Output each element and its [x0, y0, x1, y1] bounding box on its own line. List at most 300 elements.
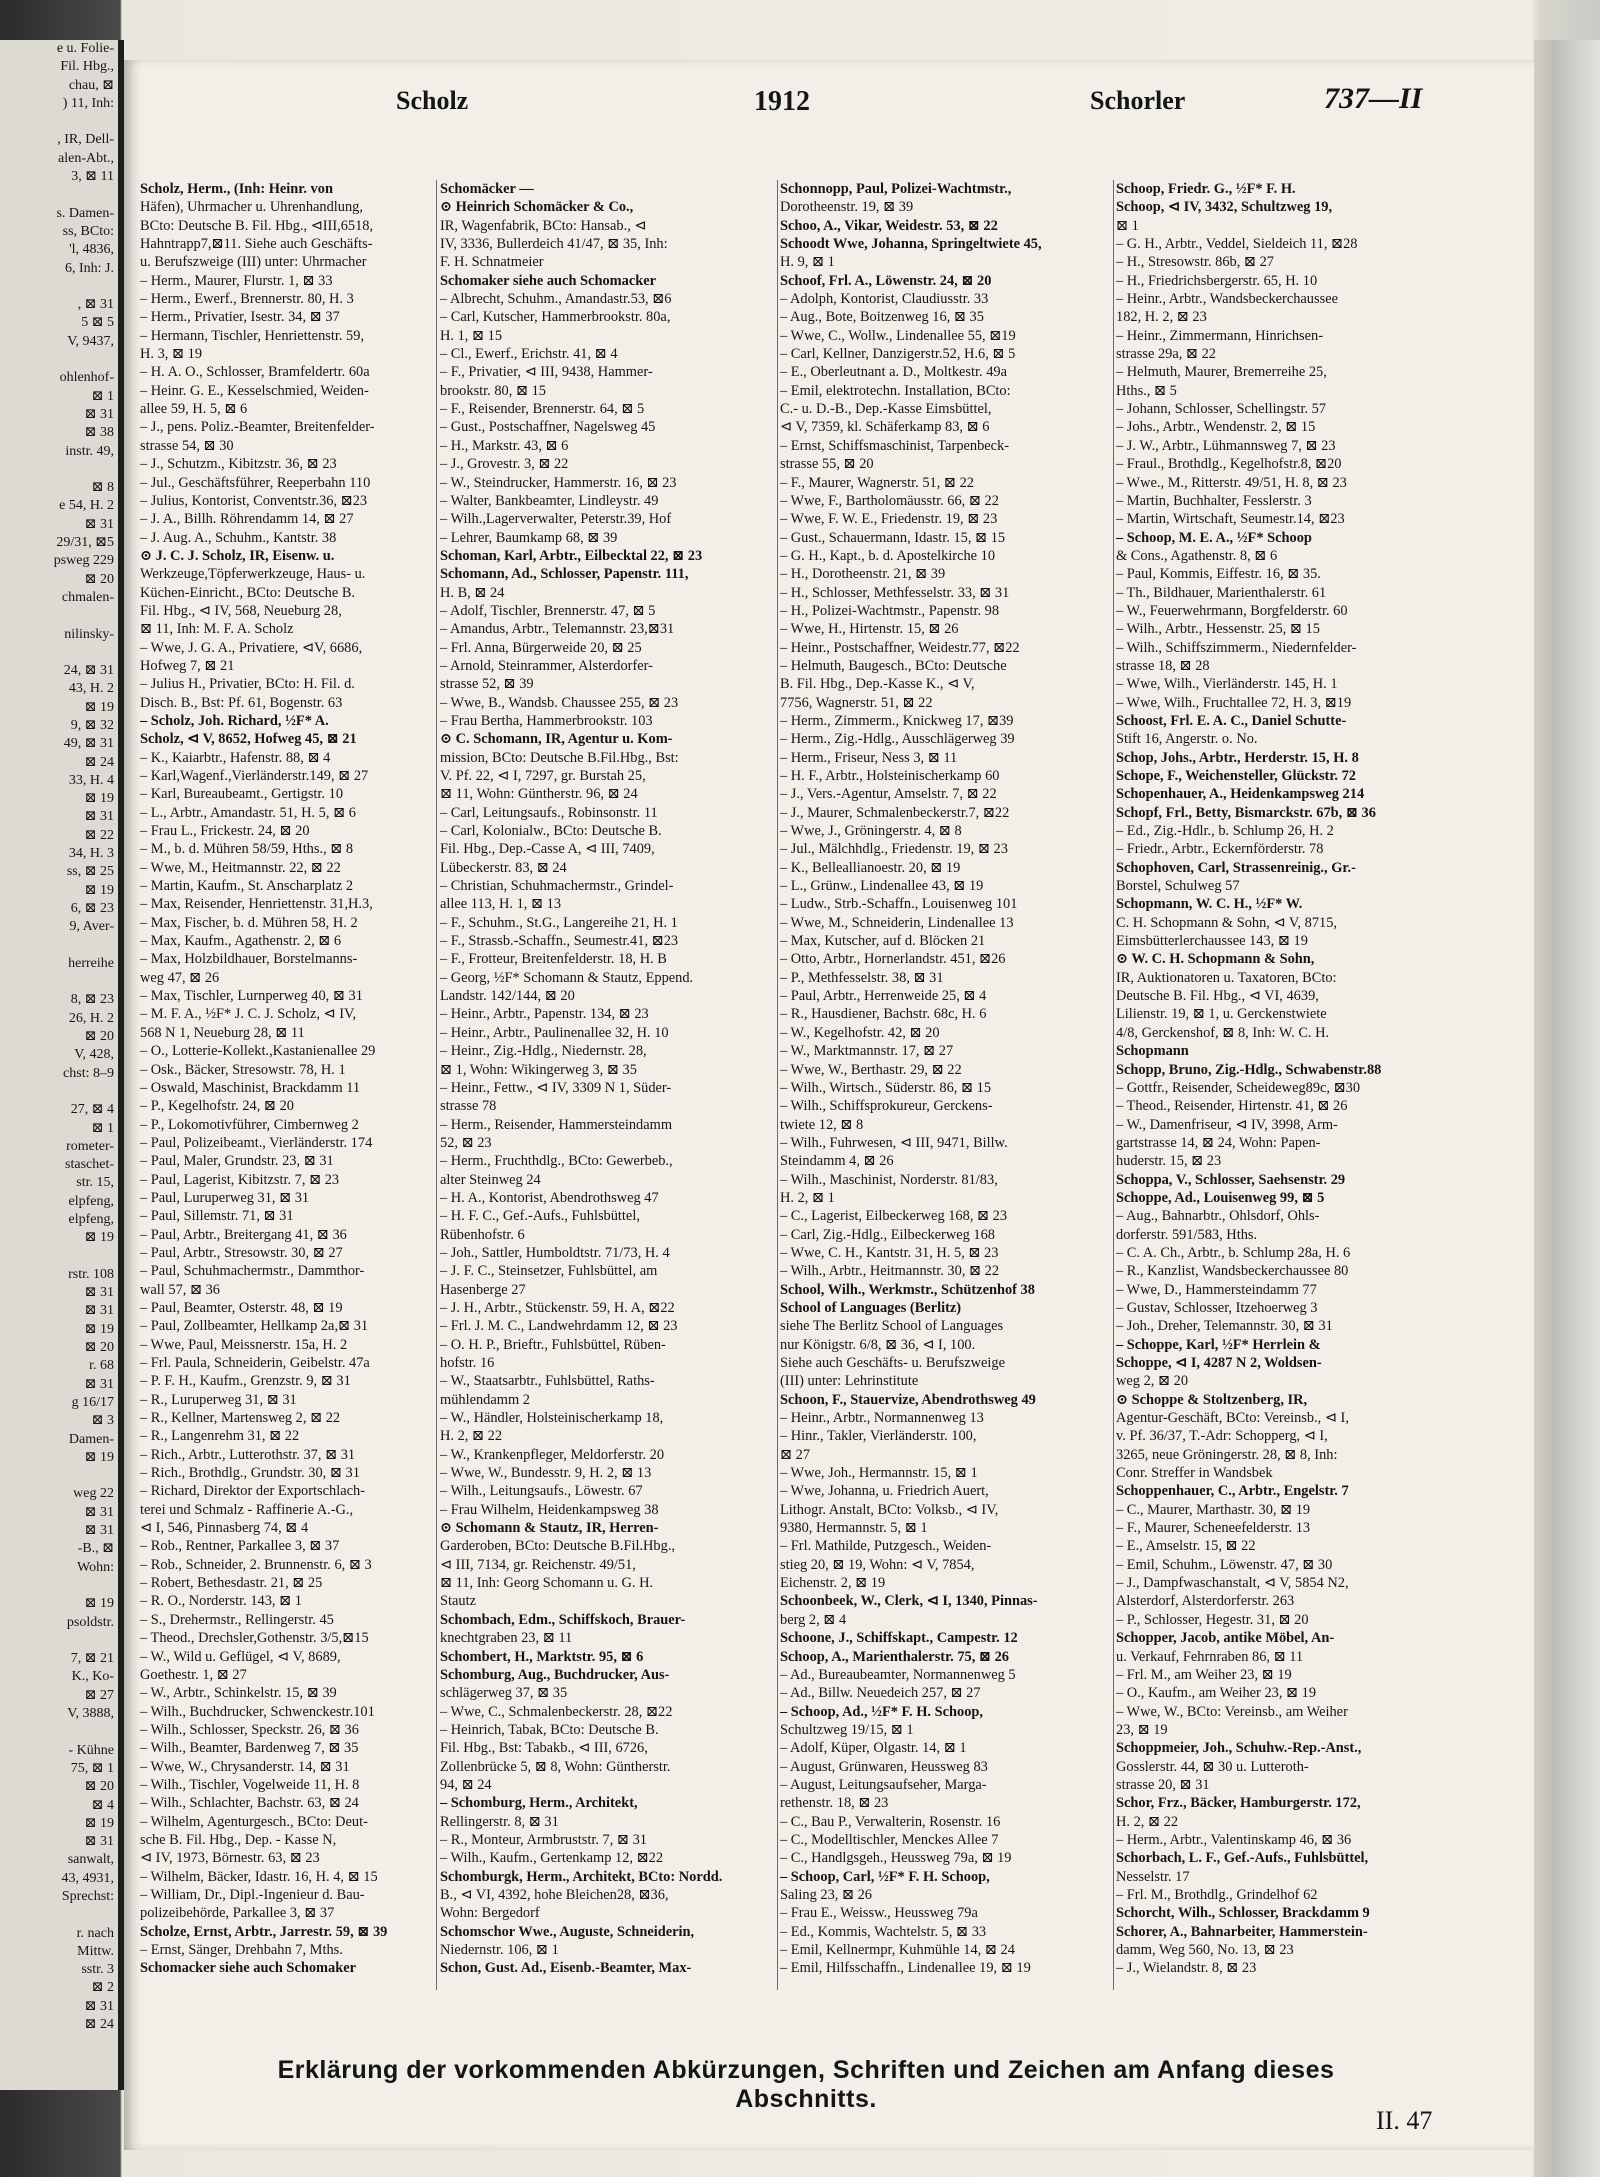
directory-entry-line: – Wilh., Maschinist, Norderstr. 81/83, [780, 1171, 998, 1188]
directory-entry-line: dorferstr. 591/583, Hths. [1116, 1226, 1258, 1243]
directory-entry-line: Schomburg, Aug., Buchdrucker, Aus- [440, 1666, 670, 1683]
previous-page-line: ) 11, Inh: [62, 95, 114, 111]
previous-page-line: alen-Abt., [58, 150, 114, 166]
previous-page-line [0, 113, 118, 131]
directory-entry-line: – J. A., Billh. Röhrendamm 14, ⊠ 27 [140, 511, 354, 528]
directory-entry-line: Schopp, Bruno, Zig.-Hdlg., Schwabenstr.88 [1116, 1061, 1382, 1078]
directory-entry-line: – J., Schutzm., Kibitzstr. 36, ⊠ 23 [140, 456, 337, 473]
directory-entry-line: Scholz, ⊲ V, 8652, Hofweg 45, ⊠ 21 [140, 731, 357, 748]
previous-page-line: - Kühne [68, 1742, 114, 1758]
previous-page-line: 5 ⊠ 5 [81, 315, 114, 331]
directory-entry-line: – H., Markstr. 43, ⊠ 6 [440, 437, 569, 454]
directory-entry-line: – Herm., Zimmerm., Knickweg 17, ⊠39 [780, 712, 1014, 729]
directory-entry-line: Schoppmeier, Joh., Schuhw.-Rep.-Anst., [1116, 1740, 1362, 1757]
directory-entry-line: Schopf, Frl., Betty, Bismarckstr. 67b, ⊠ 36 [1116, 804, 1376, 821]
previous-page-line: Mittw. [77, 1943, 114, 1959]
directory-entry-line: – Wwe, Wilh., Vierländerstr. 145, H. 1 [1116, 676, 1338, 693]
directory-entry-line: – Max, Kaufm., Agathenstr. 2, ⊠ 6 [140, 933, 342, 950]
directory-entry-line: H. B, ⊠ 24 [440, 584, 505, 601]
directory-entry-line: Eichenstr. 2, ⊠ 19 [780, 1575, 886, 1592]
directory-entry-line: – Martin, Buchhalter, Fesslerstr. 3 [1116, 492, 1312, 509]
directory-entry-line: – Johann, Schlosser, Schellingstr. 57 [1116, 401, 1327, 418]
directory-entry-line: strasse 78 [440, 1098, 497, 1115]
directory-entry-line: – Paul, Arbtr., Herrenweide 25, ⊠ 4 [780, 988, 987, 1005]
directory-entry-line: ⊙ Heinrich Schomäcker & Co., [440, 199, 634, 216]
previous-page-line: ⊠ 19 [84, 1321, 114, 1337]
directory-entry-line: strasse 20, ⊠ 31 [1116, 1776, 1210, 1793]
directory-entry-line: – C. A. Ch., Arbtr., b. Schlump 28a, H. 6 [1116, 1244, 1351, 1261]
directory-entry-line: – C., Maurer, Marthastr. 30, ⊠ 19 [1116, 1501, 1311, 1518]
directory-entry-line: 3265, neue Gröningerstr. 28, ⊠ 8, Inh: [1116, 1446, 1338, 1463]
directory-entry-line: – Ernst, Sänger, Drehbahn 7, Mths. [140, 1942, 343, 1958]
directory-entry-line: Scholze, Ernst, Arbtr., Jarrestr. 59, ⊠ 39 [140, 1923, 388, 1940]
directory-entry-line: – Wilh., Arbtr., Hessenstr. 25, ⊠ 15 [1116, 621, 1320, 638]
directory-entry-line: stieg 20, ⊠ 19, Wohn: ⊲ V, 7854, [780, 1556, 975, 1573]
directory-entry-line: – H. A. O., Schlosser, Bramfeldertr. 60a [140, 364, 370, 381]
directory-entry-line: – Herm., Maurer, Flurstr. 1, ⊠ 33 [140, 272, 333, 289]
directory-entry-line: – Jul., Geschäftsführer, Reeperbahn 110 [140, 474, 371, 491]
directory-entry-line: – Rob., Rentner, Parkallee 3, ⊠ 37 [140, 1538, 340, 1555]
directory-entry-line: – Ernst, Schiffsmaschinist, Tarpenbeck- [780, 437, 1010, 454]
directory-entry-line: ⊙ Schomann & Stautz, IR, Herren- [440, 1520, 659, 1537]
directory-entry-line: IV, 3336, Bullerdeich 41/47, ⊠ 35, Inh: [440, 236, 668, 253]
directory-entry-line: – Th., Bildhauer, Marienthalerstr. 61 [1116, 584, 1327, 601]
directory-entry-line: B., ⊲ VI, 4392, hohe Bleichen28, ⊠36, [440, 1886, 669, 1903]
directory-entry-line: School of Languages (Berlitz) [780, 1299, 962, 1316]
previous-page-line: ⊠ 2 [91, 1980, 114, 1996]
directory-entry-line: – Arnold, Steinrammer, Alsterdorfer- [440, 657, 653, 674]
directory-entry-line: Rellingerstr. 8, ⊠ 31 [440, 1813, 559, 1830]
previous-page-line: V, 3888, [67, 1706, 114, 1722]
directory-entry-line: strasse 52, ⊠ 39 [440, 676, 534, 693]
directory-entry-line: – Frau L., Frickestr. 24, ⊠ 20 [140, 823, 310, 840]
previous-page-line: chst: 8–9 [63, 1065, 114, 1081]
previous-page-line: elpfeng, [68, 1193, 114, 1209]
previous-page-line: ⊠ 31 [84, 1834, 114, 1850]
directory-entry-line: – G. H., Kapt., b. d. Apostelkirche 10 [780, 547, 996, 564]
directory-entry-line: – Joh., Dreher, Telemannstr. 30, ⊠ 31 [1116, 1318, 1333, 1335]
directory-entry-line: – Wwe, J. G. A., Privatiere, ⊲V, 6686, [140, 639, 363, 656]
directory-entry-line: 23, ⊠ 19 [1116, 1721, 1168, 1738]
directory-entry-line: – R., Luruperweg 31, ⊠ 31 [140, 1391, 297, 1408]
previous-page-line: , ⊠ 31 [77, 297, 114, 313]
directory-entry-line: 4/8, Gerckenshof, ⊠ 8, Inh: W. C. H. [1116, 1024, 1330, 1041]
directory-entry-line: 52, ⊠ 23 [440, 1134, 492, 1151]
directory-entry-line: allee 59, H. 5, ⊠ 6 [140, 401, 248, 418]
directory-entry-line: – F., Frotteur, Breitenfelderstr. 18, H. B [440, 951, 667, 968]
directory-entry-line: Schoof, Frl. A., Löwenstr. 24, ⊠ 20 [780, 272, 992, 289]
directory-entry-line: – Wilh., Buchdrucker, Schwenckestr.101 [140, 1703, 375, 1720]
directory-entry-line: – Aug., Bote, Boitzenweg 16, ⊠ 35 [780, 309, 984, 326]
previous-page-line: 3, ⊠ 11 [71, 169, 114, 185]
directory-entry-line: – Wilh., Schlosser, Speckstr. 26, ⊠ 36 [140, 1721, 359, 1738]
directory-entry-line: – H., Friedrichsbergerstr. 65, H. 10 [1116, 272, 1318, 289]
directory-entry-line: Schoppe, Ad., Louisenweg 99, ⊠ 5 [1116, 1189, 1325, 1206]
directory-entry-line: strasse 55, ⊠ 20 [780, 456, 874, 473]
directory-entry-line: H. 2, ⊠ 1 [780, 1189, 835, 1206]
previous-page-fragment [0, 40, 124, 2090]
directory-entry-line: Rübenhofstr. 6 [440, 1226, 525, 1243]
directory-entry-line: Hths., ⊠ 5 [1116, 382, 1177, 399]
directory-entry-line: – Max, Tischler, Lurnperweg 40, ⊠ 31 [140, 988, 363, 1005]
directory-entry-line: – O., Lotterie-Kollekt.,Kastanienallee 29 [140, 1043, 376, 1060]
directory-entry-line: – Wilh., Arbtr., Heitmannstr. 30, ⊠ 22 [780, 1263, 1000, 1280]
directory-entry-line: – Frau Wilhelm, Heidenkampsweg 38 [440, 1501, 659, 1518]
directory-entry-line: – J. F. C., Steinsetzer, Fuhlsbüttel, am [440, 1263, 658, 1280]
directory-entry-line: H. 9, ⊠ 1 [780, 254, 835, 271]
directory-entry-line: – Ed., Zig.-Hdlr., b. Schlump 26, H. 2 [1116, 823, 1334, 840]
directory-entry-line: Schoman, Karl, Arbtr., Eilbecktal 22, ⊠ 23 [440, 547, 703, 564]
directory-entry-line: Schomburgk, Herm., Architekt, BCto: Nordd. [440, 1868, 723, 1885]
directory-entry-line: – Wilh., Schiffszimmerm., Niedernfelder- [1116, 639, 1357, 656]
column-divider [777, 180, 778, 1990]
directory-entry-line: – Wilh., Leitungsaufs., Löwestr. 67 [440, 1483, 643, 1500]
column-divider [436, 180, 437, 1990]
previous-page-line [0, 1632, 118, 1650]
previous-page-line: Damen- [68, 1431, 114, 1447]
previous-page-line: chmalen- [61, 589, 114, 605]
directory-entry-line: Agentur-Geschäft, BCto: Vereinsb., ⊲ I, [1116, 1410, 1349, 1427]
previous-page-line: ⊠ 19 [84, 882, 114, 898]
directory-entry-line: – H. A., Kontorist, Abendrothsweg 47 [440, 1189, 659, 1206]
previous-page-line: weg 22 [73, 1486, 114, 1502]
previous-page-line: Fil. Hbg., [60, 59, 114, 75]
directory-entry-line: – Max, Reisender, Henriettenstr. 31,H.3, [140, 896, 373, 913]
directory-entry-line: weg 2, ⊠ 20 [1116, 1373, 1189, 1390]
directory-entry-line: huderstr. 15, ⊠ 23 [1116, 1153, 1222, 1170]
directory-entry-line: – Walter, Bankbeamter, Lindleystr. 49 [440, 492, 659, 509]
directory-entry-line: Schorcht, Wilh., Schlosser, Brackdamm 9 [1116, 1905, 1370, 1922]
directory-entry-line: Schoodt Wwe, Johanna, Springeltwiete 45, [780, 236, 1042, 253]
directory-entry-line: Schoone, J., Schiffskapt., Campestr. 12 [780, 1630, 1018, 1647]
directory-entry-line: – Wilhelm, Bäcker, Idastr. 16, H. 4, ⊠ 15 [140, 1868, 378, 1885]
directory-entry-line: siehe The Berlitz School of Languages [780, 1318, 1004, 1335]
directory-entry-line: – Max, Fischer, b. d. Mühren 58, H. 2 [140, 914, 358, 931]
directory-entry-line: – Carl, Kutscher, Hammerbrookstr. 80a, [440, 309, 671, 326]
directory-column-1 [140, 180, 434, 1980]
directory-entry-line: – Paul, Arbtr., Breitergang 41, ⊠ 36 [140, 1226, 347, 1243]
directory-entry-line: wall 57, ⊠ 36 [140, 1281, 221, 1298]
previous-page-line: chau, ⊠ [68, 77, 114, 93]
directory-entry-line: damm, Weg 560, No. 13, ⊠ 23 [1116, 1942, 1294, 1958]
directory-entry-line: – Helmuth, Maurer, Bremerreihe 25, [1116, 364, 1327, 381]
directory-entry-line: – C., Modelltischler, Menckes Allee 7 [780, 1831, 999, 1848]
previous-page-line: 43, H. 2 [68, 681, 114, 697]
directory-entry-line: Fil. Hbg., Dep.-Casse A, ⊲ III, 7409, [440, 841, 655, 858]
directory-entry-line: – Wwe, C., Wollw., Lindenallee 55, ⊠19 [780, 327, 1016, 344]
previous-page-line: 49, ⊠ 31 [63, 736, 114, 752]
directory-entry-line: hofstr. 16 [440, 1355, 495, 1371]
directory-entry-line: – Herm., Reisender, Hammersteindamm [440, 1116, 673, 1133]
directory-entry-line: terei und Schmalz - Raffinerie A.-G., [140, 1501, 354, 1518]
directory-entry-line: – Richard, Direktor der Exportschlach- [140, 1483, 365, 1500]
directory-entry-line: 182, H. 2, ⊠ 23 [1116, 309, 1207, 326]
directory-entry-line: Schor, Frz., Bäcker, Hamburgerstr. 172, [1116, 1795, 1361, 1812]
previous-page-line: ⊠ 31 [84, 1998, 114, 2014]
previous-page-line: elpfeng, [68, 1212, 114, 1227]
directory-entry-line: Gosslerstr. 44, ⊠ 30 u. Lutteroth- [1116, 1758, 1309, 1775]
directory-entry-line: – E., Oberleutnant a. D., Moltkestr. 49a [780, 364, 1008, 381]
directory-entry-line: – H., Stresowstr. 86b, ⊠ 27 [1116, 254, 1274, 271]
directory-entry-line: Schoppe, ⊲ I, 4287 N 2, Woldsen- [1116, 1355, 1322, 1371]
previous-page-line: ⊠ 20 [84, 1029, 114, 1045]
directory-entry-line: – Wilh., Fuhrwesen, ⊲ III, 9471, Billw. [780, 1134, 1008, 1151]
directory-entry-line: twiete 12, ⊠ 8 [780, 1116, 864, 1133]
directory-entry-line: – Heinr., Arbtr., Paulinenallee 32, H. 10 [440, 1024, 669, 1041]
directory-entry-line: – W., Marktmannstr. 17, ⊠ 27 [780, 1043, 954, 1060]
directory-entry-line: – F., Privatier, ⊲ III, 9438, Hammer- [440, 364, 653, 381]
directory-entry-line: Saling 23, ⊠ 26 [780, 1886, 873, 1903]
header-year: 1912 [754, 86, 810, 117]
directory-entry-line: knechtgraben 23, ⊠ 11 [440, 1630, 573, 1647]
directory-entry-line: brookstr. 80, ⊠ 15 [440, 382, 546, 399]
directory-entry-line: – Wwe, W., BCto: Vereinsb., am Weiher [1116, 1703, 1348, 1720]
directory-entry-line: nur Königstr. 6/8, ⊠ 36, ⊲ I, 100. [780, 1336, 976, 1353]
previous-page-line: instr. 49, [65, 443, 114, 459]
directory-entry-line: – W., Krankenpfleger, Meldorferstr. 20 [440, 1446, 665, 1463]
directory-entry-line: – J. Aug. A., Schuhm., Kantstr. 38 [140, 529, 337, 546]
directory-entry-line: – Rob., Schneider, 2. Brunnenstr. 6, ⊠ 3 [140, 1556, 372, 1573]
directory-entry-line: Steindamm 4, ⊠ 26 [780, 1153, 894, 1170]
directory-entry-line: 568 N 1, Neueburg 28, ⊠ 11 [140, 1024, 305, 1041]
previous-page-line [0, 644, 118, 662]
directory-entry-line: – Emil, Schuhm., Löwenstr. 47, ⊠ 30 [1116, 1556, 1333, 1573]
previous-page-line: Sprechst: [61, 1888, 114, 1904]
directory-entry-line: – Friedr., Arbtr., Eckernförderstr. 78 [1116, 841, 1324, 858]
previous-page-line: ⊠ 31 [84, 1303, 114, 1319]
directory-entry-line: – F., Reisender, Brennerstr. 64, ⊠ 5 [440, 401, 645, 418]
previous-page-line [0, 937, 118, 955]
directory-entry-line: – Max, Holzbildhauer, Borstelmanns- [140, 951, 358, 968]
directory-entry-line: – Frl. Paula, Schneiderin, Geibelstr. 47a [140, 1355, 370, 1371]
directory-entry-line: sche B. Fil. Hbg., Dep. - Kasse N, [140, 1831, 337, 1848]
previous-page-line: ⊠ 19 [84, 1815, 114, 1831]
previous-page-line: ⊠ 24 [84, 2017, 114, 2033]
directory-entry-line: – Albrecht, Schuhm., Amandastr.53, ⊠6 [440, 291, 672, 308]
directory-entry-line: – Scholz, Joh. Richard, ½F* A. [140, 712, 329, 729]
directory-entry-line: – W., Damenfriseur, ⊲ IV, 3998, Arm- [1116, 1116, 1338, 1133]
directory-entry-line: – Robert, Bethesdastr. 21, ⊠ 25 [140, 1575, 323, 1592]
directory-entry-line: – Frau E., Weissw., Heussweg 79a [780, 1905, 978, 1922]
directory-entry-line: rethenstr. 18, ⊠ 23 [780, 1795, 889, 1812]
directory-entry-line: – Wwe, W., Bundesstr. 9, H. 2, ⊠ 13 [440, 1465, 652, 1482]
directory-entry-line: H. 3, ⊠ 19 [140, 346, 203, 363]
directory-entry-line: – Paul, Schuhmachermstr., Dammthor- [140, 1263, 365, 1280]
directory-entry-line: – Wwe, Johanna, u. Friedrich Auert, [780, 1483, 989, 1500]
previous-page-line: Wohn: [77, 1559, 114, 1575]
directory-entry-line: – W., Wild u. Geflügel, ⊲ V, 8689, [140, 1648, 341, 1665]
previous-page-line: rometer- [66, 1138, 114, 1154]
previous-page-line: 43, 4931, [61, 1870, 114, 1886]
previous-page-line: r. nach [76, 1925, 114, 1941]
previous-page-line: e 54, H. 2 [59, 498, 114, 514]
directory-entry-line: v. Pf. 36/37, T.-Adr: Schopperg, ⊲ I, [1116, 1428, 1328, 1445]
previous-page-line: 75, ⊠ 1 [70, 1760, 114, 1776]
directory-entry-line: – August, Leitungsaufseher, Marga- [780, 1776, 987, 1793]
directory-entry-line: – O. H. P., Brieftr., Fuhlsbüttel, Rüben- [440, 1336, 666, 1353]
directory-entry-line: – W., Staatsarbtr., Fuhlsbüttel, Raths- [440, 1373, 655, 1390]
directory-entry-line: School, Wilh., Werkmstr., Schützenhof 38 [780, 1281, 1035, 1298]
previous-page-line: ss, ⊠ 25 [66, 864, 114, 880]
previous-page-line: ⊠ 19 [84, 1449, 114, 1465]
directory-entry-line: – J., Vers.-Agentur, Amselstr. 7, ⊠ 22 [780, 786, 997, 803]
previous-page-line: ⊠ 20 [84, 571, 114, 587]
directory-entry-line: Niedernstr. 106, ⊠ 1 [440, 1942, 559, 1958]
directory-entry-line: BCto: Deutsche B. Fil. Hbg., ⊲III,6518, [140, 217, 374, 234]
directory-entry-line: – Carl, Zig.-Hdlg., Eilbeckerweg 168 [780, 1226, 996, 1243]
directory-entry-line: Wohn: Bergedorf [440, 1905, 540, 1922]
previous-page-line: 26, H. 2 [68, 1010, 114, 1026]
directory-entry-line: Schoon, F., Stauervize, Abendrothsweg 49 [780, 1391, 1036, 1408]
directory-entry-line: – W., Händler, Holsteinischerkamp 18, [440, 1410, 664, 1427]
header-left-keyword: Scholz [396, 86, 469, 115]
directory-entry-line: – Hermann, Tischler, Henriettenstr. 59, [140, 327, 365, 344]
directory-entry-line: mission, BCto: Deutsche B.Fil.Hbg., Bst: [440, 749, 679, 766]
directory-entry-line: ⊠ 11, Wohn: Güntherstr. 96, ⊠ 24 [440, 786, 638, 803]
directory-entry-line: – Georg, ½F* Schomann & Stautz, Eppend. [440, 969, 694, 986]
directory-entry-line: – W., Arbtr., Schinkelstr. 15, ⊠ 39 [140, 1685, 337, 1702]
directory-entry-line: Borstel, Schulweg 57 [1116, 878, 1240, 895]
directory-entry-line: 94, ⊠ 24 [440, 1776, 492, 1793]
directory-entry-line: ⊠ 27 [780, 1446, 811, 1463]
directory-entry-line: – Heinr., Arbtr., Normannenweg 13 [780, 1410, 984, 1427]
directory-entry-line: u. Berufszweige (III) unter: Uhrmacher [140, 254, 367, 271]
directory-entry-line: – Heinrich, Tabak, BCto: Deutsche B. [440, 1721, 659, 1738]
previous-page-line: ⊠ 19 [84, 1230, 114, 1246]
directory-entry-line: – Ed., Kommis, Wachtelstr. 5, ⊠ 33 [780, 1923, 987, 1940]
previous-page-line: 6, ⊠ 23 [70, 900, 114, 916]
previous-page-line: ⊠ 20 [84, 1779, 114, 1795]
previous-page-line: sanwalt, [67, 1852, 114, 1868]
previous-page-line [0, 351, 118, 369]
previous-page-line [0, 1906, 118, 1924]
directory-entry-line: – Heinr., Zimmermann, Hinrichsen- [1116, 327, 1324, 344]
directory-entry-line: – Johs., Arbtr., Wendenstr. 2, ⊠ 15 [1116, 419, 1316, 436]
previous-page-line: 34, H. 3 [68, 846, 114, 862]
directory-entry-line: Schoop, A., Marienthalerstr. 75, ⊠ 26 [780, 1648, 1009, 1665]
directory-entry-line: – L., Grünw., Lindenallee 43, ⊠ 19 [780, 878, 984, 895]
directory-entry-line: – August, Grünwaren, Heussweg 83 [780, 1758, 988, 1775]
directory-entry-line: – Wilh., Schlachter, Bachstr. 63, ⊠ 24 [140, 1795, 359, 1812]
directory-entry-line: – P., Schlosser, Hegestr. 31, ⊠ 20 [1116, 1611, 1309, 1628]
directory-entry-line: Schoop, Friedr. G., ½F* F. H. [1116, 181, 1296, 197]
directory-entry-line: ⊲ V, 7359, kl. Schäferkamp 83, ⊠ 6 [780, 419, 990, 436]
directory-entry-line: – C., Handlgsgeh., Heussweg 79a, ⊠ 19 [780, 1850, 1012, 1867]
directory-entry-line: H. 2, ⊠ 22 [440, 1428, 503, 1445]
header-right-keyword: Schorler [1090, 86, 1186, 115]
directory-entry-line: ⊲ I, 546, Pinnasberg 74, ⊠ 4 [140, 1520, 309, 1537]
directory-entry-line: – Paul, Sillemstr. 71, ⊠ 31 [140, 1208, 294, 1225]
directory-entry-line: – Herm., Zig.-Hdlg., Ausschlägerweg 39 [780, 731, 1015, 748]
directory-entry-line: – Hinr., Takler, Vierländerstr. 100, [780, 1428, 977, 1445]
directory-entry-line: – Wwe, H., Hirtenstr. 15, ⊠ 26 [780, 621, 959, 638]
directory-entry-line: Schomäcker — [440, 181, 534, 197]
previous-page-line: staschet- [65, 1157, 114, 1173]
directory-entry-line: – William, Dr., Dipl.-Ingenieur d. Bau- [140, 1886, 365, 1903]
directory-entry-line: – Wwe, C., Schmalenbeckerstr. 28, ⊠22 [440, 1703, 673, 1720]
directory-entry-line: – G. H., Arbtr., Veddel, Sieldeich 11, ⊠28 [1116, 236, 1358, 253]
previous-page-line: V, 9437, [67, 333, 114, 349]
directory-entry-line: – Wwe, J., Gröningerstr. 4, ⊠ 8 [780, 823, 962, 840]
directory-entry-line: – Heinr., Fettw., ⊲ IV, 3309 N 1, Süder- [440, 1079, 672, 1096]
previous-page-line: V, 428, [74, 1047, 114, 1063]
directory-entry-line: – F., Maurer, Scheneefelderstr. 13 [1116, 1520, 1311, 1537]
directory-entry-line: Zollenbrücke 5, ⊠ 8, Wohn: Güntherstr. [440, 1758, 671, 1775]
directory-entry-line: C. H. Schopmann & Sohn, ⊲ V, 8715, [1116, 914, 1338, 931]
directory-entry-line: – L., Arbtr., Amandastr. 51, H. 5, ⊠ 6 [140, 804, 356, 821]
previous-page-line: , IR, Dell- [57, 132, 114, 148]
directory-entry-line: Schomaker siehe auch Schomacker [440, 272, 656, 289]
directory-entry-line: Scholz, Herm., (Inh: Heinr. von [140, 181, 333, 197]
directory-entry-line: – Paul, Arbtr., Stresowstr. 30, ⊠ 27 [140, 1244, 343, 1261]
directory-entry-line: – J., Dampfwaschanstalt, ⊲ V, 5854 N2, [1116, 1575, 1349, 1592]
previous-page-line: ⊠ 19 [84, 791, 114, 807]
previous-page-line [0, 2034, 118, 2052]
directory-entry-line: Hasenberge 27 [440, 1281, 526, 1298]
directory-entry-line: 7756, Wagnerstr. 51, ⊠ 22 [780, 694, 933, 711]
previous-page-line: 'l, 4836, [69, 242, 114, 258]
previous-page-line: s. Damen- [56, 205, 114, 221]
previous-page-line [0, 1083, 118, 1101]
directory-entry-line: – Heinr., Arbtr., Papenstr. 134, ⊠ 23 [440, 1006, 649, 1023]
directory-entry-line: – R., Hausdiener, Bachstr. 68c, H. 6 [780, 1006, 987, 1023]
directory-entry-line: – W., Kegelhofstr. 42, ⊠ 20 [780, 1024, 940, 1041]
directory-entry-line: Schomacker siehe auch Schomaker [140, 1960, 356, 1977]
directory-entry-line: – J., Wielandstr. 8, ⊠ 23 [1116, 1960, 1257, 1977]
directory-entry-line: – Heinr. G. E., Kesselschmied, Weiden- [140, 382, 369, 399]
directory-entry-line: ⊙ C. Schomann, IR, Agentur u. Kom- [440, 731, 673, 748]
directory-entry-line: – H., Schlosser, Methfesselstr. 33, ⊠ 31 [780, 584, 1010, 601]
directory-entry-line: – J., pens. Poliz.-Beamter, Breitenfelder- [140, 419, 375, 436]
directory-entry-line: – Paul, Polizeibeamt., Vierländerstr. 174 [140, 1134, 373, 1151]
previous-page-line: ⊠ 31 [84, 1523, 114, 1539]
directory-entry-line: – Herm., Friseur, Ness 3, ⊠ 11 [780, 749, 958, 766]
directory-entry-line: C.- u. D.-B., Dep.-Kasse Eimsbüttel, [780, 401, 992, 418]
directory-entry-line: – H. F., Arbtr., Holsteinischerkamp 60 [780, 768, 1000, 784]
directory-entry-line: – Wwe., M., Ritterstr. 49/51, H. 8, ⊠ 23 [1116, 474, 1347, 491]
directory-entry-line: – Cl., Ewerf., Erichstr. 41, ⊠ 4 [440, 346, 618, 363]
directory-entry-line: Schophoven, Carl, Strassenreinig., Gr.- [1116, 859, 1356, 876]
directory-entry-line: Conr. Streffer in Wandsbek [1116, 1465, 1273, 1482]
directory-entry-line: – Wilh., Kaufm., Gertenkamp 12, ⊠22 [440, 1850, 664, 1867]
directory-entry-line: F. H. Schnatmeier [440, 254, 544, 271]
abbreviation-note: Erklärung der vorkommenden Abkürzungen, Schriften und Zeichen am Anfang dieses Abschnitts. [277, 2056, 1335, 2113]
previous-page-line: ⊠ 31 [84, 1376, 114, 1392]
directory-entry-line: – P., Lokomotivführer, Cimbernweg 2 [140, 1116, 359, 1133]
directory-entry-line: – P., Kegelhofstr. 24, ⊠ 20 [140, 1098, 294, 1115]
directory-entry-line: Schonnopp, Paul, Polizei-Wachtmstr., [780, 181, 1012, 197]
directory-entry-line: – Heinr., Arbtr., Wandsbeckerchaussee [1116, 291, 1338, 308]
directory-entry-line: – Frl. Mathilde, Putzgesch., Weiden- [780, 1538, 992, 1555]
previous-page-line: 9, ⊠ 32 [70, 717, 114, 733]
previous-page-line: ⊠ 20 [84, 1340, 114, 1356]
directory-entry-line: – Frl. M., am Weiher 23, ⊠ 19 [1116, 1666, 1292, 1683]
directory-entry-line: – Paul, Kommis, Eiffestr. 16, ⊠ 35. [1116, 566, 1321, 583]
directory-entry-line: Schon, Gust. Ad., Eisenb.-Beamter, Max- [440, 1960, 692, 1977]
directory-entry-line: strasse 18, ⊠ 28 [1116, 657, 1210, 674]
directory-entry-line: – Osk., Bäcker, Stresowstr. 78, H. 1 [140, 1061, 346, 1078]
directory-entry-line: Schombach, Edm., Schiffskoch, Brauer- [440, 1611, 686, 1628]
directory-entry-line: Schoppenhauer, C., Arbtr., Engelstr. 7 [1116, 1483, 1349, 1500]
previous-page-line: nilinsky- [64, 626, 114, 642]
directory-entry-line: – Heinr., Zig.-Hdlg., Niedernstr. 28, [440, 1043, 647, 1060]
directory-entry-line: – Adolf, Küper, Olgastr. 14, ⊠ 1 [780, 1740, 967, 1757]
directory-entry-line: – F., Schuhm., St.G., Langereihe 21, H. 1 [440, 914, 678, 931]
previous-page-line: ⊠ 8 [91, 480, 114, 496]
directory-entry-line: – F., Strassb.-Schaffn., Seumestr.41, ⊠23 [440, 933, 679, 950]
directory-entry-line: – Wilh., Beamter, Bardenweg 7, ⊠ 35 [140, 1740, 359, 1757]
directory-entry-line: – Karl, Bureaubeamt., Gertigstr. 10 [140, 786, 344, 803]
